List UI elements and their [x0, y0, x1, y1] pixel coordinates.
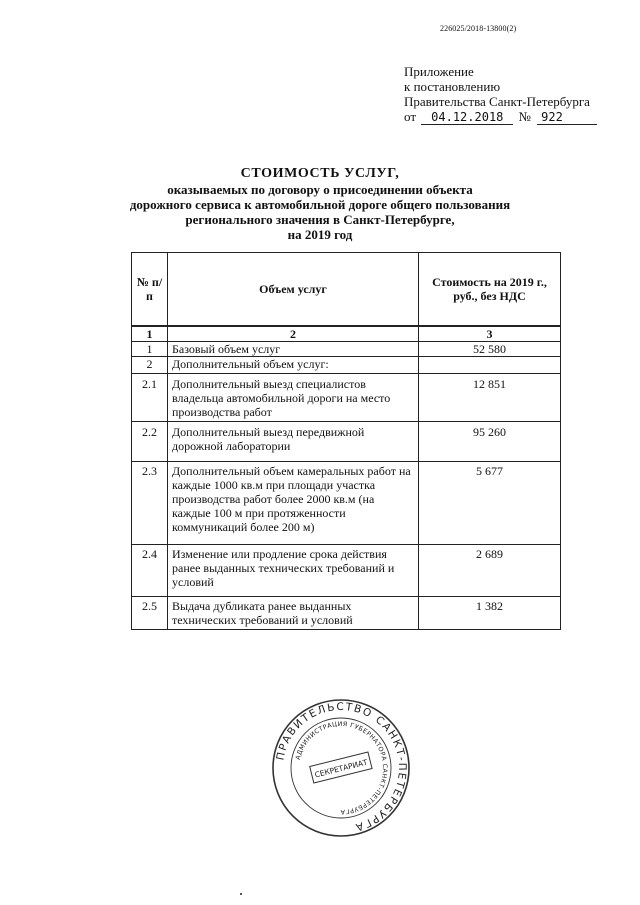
appendix-block [404, 64, 597, 125]
resolution-number: 922 [537, 110, 597, 125]
document-number: 226025/2018-13800(2) [440, 24, 517, 33]
services-price-table [131, 252, 561, 630]
row-number: 1 [132, 342, 168, 357]
appendix-line: Правительства Санкт-Петербурга [404, 94, 590, 109]
header-number: № п/п [132, 253, 168, 327]
row-price: 95 260 [419, 422, 561, 462]
table-row [132, 422, 561, 462]
table-row [132, 462, 561, 545]
row-service: Дополнительный объем камеральных работ на каждые 1000 кв.м при площади участка производства работ более 2000 кв.м (на каждые 100 м при протяженности коммуникаций более 200 м) [168, 462, 419, 545]
date-number-line [404, 109, 597, 125]
row-service: Дополнительный объем услуг: [168, 357, 419, 374]
row-number: 2 [132, 357, 168, 374]
column-number: 3 [419, 326, 561, 342]
row-service: Выдача дубликата ранее выданных технических требований и условий [168, 597, 419, 630]
row-price: 5 677 [419, 462, 561, 545]
row-price: 52 580 [419, 342, 561, 357]
stamp-outer-text: ПРАВИТЕЛЬСТВО САНКТ-ПЕТЕРБУРГА [274, 700, 409, 834]
row-number: 2.2 [132, 422, 168, 462]
title-line: на 2019 год [287, 227, 353, 242]
stamp-inner-text: АДМИНИСТРАЦИЯ ГУБЕРНАТОРА САНКТ-ПЕТЕРБУРГА [294, 720, 389, 816]
row-number: 2.5 [132, 597, 168, 630]
number-prefix: № [518, 109, 531, 124]
row-price: 2 689 [419, 545, 561, 597]
row-number: 2.3 [132, 462, 168, 545]
row-service: Изменение или продление срока действия ранее выданных технических требований и условий [168, 545, 419, 597]
title-line: дорожного сервиса к автомобильной дороге общего пользования [129, 197, 511, 212]
row-service: Дополнительный выезд специалистов владельца автомобильной дороги на место производства работ [168, 374, 419, 422]
table-header-row [132, 253, 561, 327]
page-mark [240, 893, 242, 895]
row-price: 12 851 [419, 374, 561, 422]
row-number: 2.4 [132, 545, 168, 597]
table-row [132, 342, 561, 357]
table-row [132, 597, 561, 630]
appendix-line: Приложение [404, 64, 474, 79]
stamp-center-text: СЕКРЕТАРИАТ [313, 757, 369, 780]
row-service: Базовый объем услуг [168, 342, 419, 357]
resolution-date: 04.12.2018 [421, 110, 513, 125]
table-row [132, 357, 561, 374]
header-service: Объем услуг [168, 253, 419, 327]
table-row [132, 374, 561, 422]
table-row [132, 545, 561, 597]
appendix-line: к постановлению [404, 79, 501, 94]
row-number: 2.1 [132, 374, 168, 422]
row-price: 1 382 [419, 597, 561, 630]
column-number: 1 [132, 326, 168, 342]
header-price: Стоимость на 2019 г., руб., без НДС [419, 253, 561, 327]
row-service: Дополнительный выезд передвижной дорожной лаборатории [168, 422, 419, 462]
column-number: 2 [168, 326, 419, 342]
document-title [120, 166, 520, 242]
secretariat-stamp [271, 698, 411, 838]
row-price [419, 357, 561, 374]
title-line: регионального значения в Санкт-Петербурге, [185, 212, 455, 227]
title-main: СТОИМОСТЬ УСЛУГ, [240, 166, 400, 181]
title-line: оказываемых по договору о присоединении объекта [167, 182, 473, 197]
column-numbers-row [132, 326, 561, 342]
date-prefix: от [404, 109, 417, 124]
